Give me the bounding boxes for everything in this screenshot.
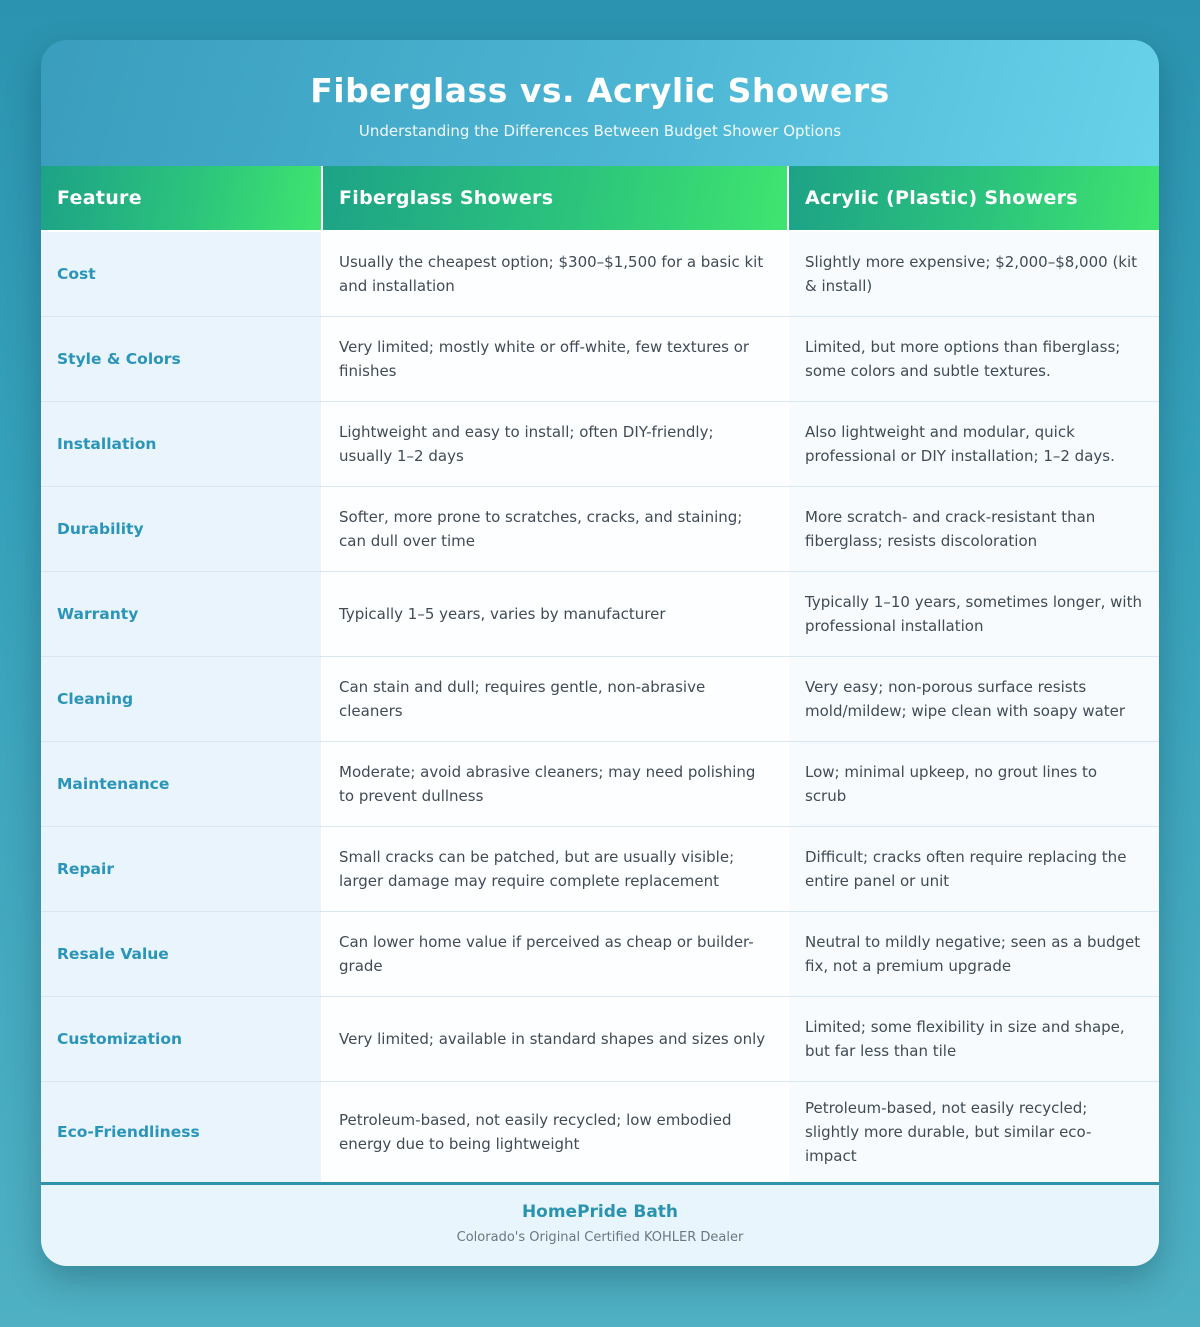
feature-label: Cleaning <box>41 657 321 741</box>
fiberglass-cell: Can stain and dull; requires gentle, non-abrasive cleaners <box>323 657 787 741</box>
fiberglass-cell: Very limited; mostly white or off-white, few textures or finishes <box>323 317 787 401</box>
feature-label: Cost <box>41 232 321 316</box>
table-row <box>41 1081 1159 1182</box>
page-subtitle: Understanding the Differences Between Budget Shower Options <box>358 122 842 140</box>
page-title: Fiberglass vs. Acrylic Showers <box>310 71 890 110</box>
acrylic-cell: Low; minimal upkeep, no grout lines to scrub <box>789 742 1159 826</box>
acrylic-cell: Difficult; cracks often require replacing the entire panel or unit <box>789 827 1159 911</box>
feature-label: Maintenance <box>41 742 321 826</box>
feature-label: Style & Colors <box>41 317 321 401</box>
footer-brand: HomePride Bath <box>521 1202 679 1222</box>
feature-label: Installation <box>41 402 321 486</box>
table-row <box>41 996 1159 1081</box>
feature-label: Resale Value <box>41 912 321 996</box>
table-row <box>41 826 1159 911</box>
table-body <box>41 232 1159 1182</box>
acrylic-cell: Petroleum-based, not easily recycled; slightly more durable, but similar eco-impact <box>789 1082 1159 1182</box>
table-row <box>41 486 1159 571</box>
acrylic-cell: Very easy; non-porous surface resists mold/mildew; wipe clean with soapy water <box>789 657 1159 741</box>
fiberglass-cell: Lightweight and easy to install; often DIY-friendly; usually 1–2 days <box>323 402 787 486</box>
table-row <box>41 232 1159 316</box>
column-header-feature: Feature <box>41 166 321 230</box>
fiberglass-cell: Very limited; available in standard shapes and sizes only <box>323 997 787 1081</box>
fiberglass-cell: Can lower home value if perceived as cheap or builder-grade <box>323 912 787 996</box>
feature-label: Repair <box>41 827 321 911</box>
acrylic-cell: Typically 1–10 years, sometimes longer, with professional installation <box>789 572 1159 656</box>
fiberglass-cell: Softer, more prone to scratches, cracks, and staining; can dull over time <box>323 487 787 571</box>
table-header-row <box>41 166 1159 230</box>
acrylic-cell: Limited; some flexibility in size and shape, but far less than tile <box>789 997 1159 1081</box>
acrylic-cell: Neutral to mildly negative; seen as a budget fix, not a premium upgrade <box>789 912 1159 996</box>
table-row <box>41 316 1159 401</box>
feature-label: Durability <box>41 487 321 571</box>
feature-label: Eco-Friendliness <box>41 1082 321 1182</box>
fiberglass-cell: Typically 1–5 years, varies by manufacturer <box>323 572 787 656</box>
table-row <box>41 911 1159 996</box>
card-footer <box>41 1182 1159 1266</box>
fiberglass-cell: Usually the cheapest option; $300–$1,500 for a basic kit and installation <box>323 232 787 316</box>
comparison-table <box>41 166 1159 1182</box>
table-row <box>41 656 1159 741</box>
card-header <box>41 40 1159 166</box>
column-header-fiberglass: Fiberglass Showers <box>323 166 787 230</box>
column-header-acrylic: Acrylic (Plastic) Showers <box>789 166 1159 230</box>
fiberglass-cell: Small cracks can be patched, but are usually visible; larger damage may require complete replacement <box>323 827 787 911</box>
table-row <box>41 741 1159 826</box>
acrylic-cell: Also lightweight and modular, quick professional or DIY installation; 1–2 days. <box>789 402 1159 486</box>
feature-label: Warranty <box>41 572 321 656</box>
table-row <box>41 571 1159 656</box>
fiberglass-cell: Petroleum-based, not easily recycled; low embodied energy due to being lightweight <box>323 1082 787 1182</box>
acrylic-cell: Slightly more expensive; $2,000–$8,000 (kit & install) <box>789 232 1159 316</box>
acrylic-cell: More scratch- and crack-resistant than fiberglass; resists discoloration <box>789 487 1159 571</box>
footer-tagline: Colorado's Original Certified KOHLER Dealer <box>456 1230 744 1245</box>
feature-label: Customization <box>41 997 321 1081</box>
comparison-card <box>41 40 1159 1266</box>
fiberglass-cell: Moderate; avoid abrasive cleaners; may need polishing to prevent dullness <box>323 742 787 826</box>
acrylic-cell: Limited, but more options than fiberglass; some colors and subtle textures. <box>789 317 1159 401</box>
table-row <box>41 401 1159 486</box>
